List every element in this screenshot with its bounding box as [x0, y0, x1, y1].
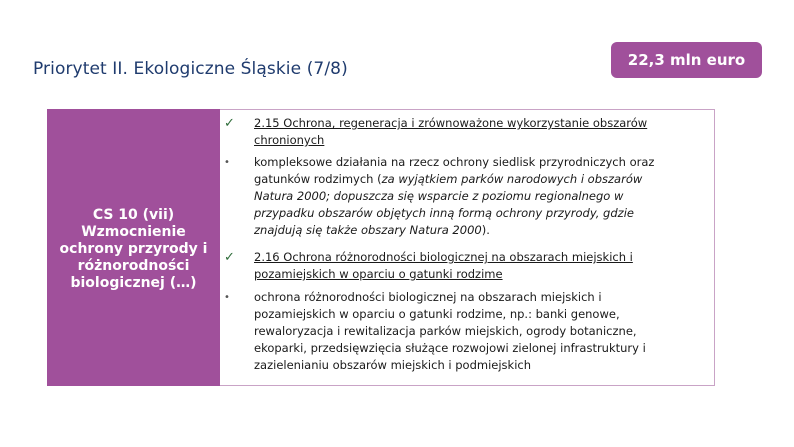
measure-2-15-text: kompleksowe działania na rzecz ochrony siedlisk przyrodniczych oraz gatunków rodzimych (: [254, 155, 655, 186]
budget-label: 22,3 mln euro: [627, 51, 746, 69]
page-title: Priorytet II. Ekologiczne Śląskie (7/8): [33, 59, 348, 79]
bullet-icon: •: [224, 157, 230, 168]
measure-2-16-heading: 2.16 Ochrona różnorodności biologicznej na obszarach miejskich i pozamiejskich w oparciu o gatunki rodzime: [254, 250, 633, 281]
measure-2-16-description: ochrona różnorodności biologicznej na obszarach miejskich i pozamiejskich w oparciu o gatunki rodzime, np.: banki genowe, rewaloryzacja i rewitalizacja parków miejskich, ogrody botaniczne, ekoparki, przedsięwzięcia służące rozwojowi zielonej infrastruktury i zazielenianiu obszarów miejskich i podmiejskich: [254, 290, 646, 372]
measure-2-15-exception: za wyjątkiem parków narodowych i obszarów Natura 2000; dopuszcza się wsparcie z poziomu regionalnego w przypadku obszarów objętych inną formą ochrony przyrody, gdzie znajdują się także obszary Natura 2000: [254, 172, 643, 237]
bullet-icon: •: [224, 292, 230, 303]
measure-2-15-description: [254, 154, 664, 239]
objective-panel: [47, 109, 220, 386]
budget-badge: [611, 42, 762, 78]
checkmark-icon: ✓: [224, 250, 235, 265]
measure-2-15-text-end: ).: [481, 223, 490, 237]
objective-text: CS 10 (vii) Wzmocnienie ochrony przyrody i różnorodności biologicznej (…): [59, 207, 208, 291]
checkmark-icon: ✓: [224, 116, 235, 131]
measure-2-15-heading: 2.15 Ochrona, regeneracja i zrównoważone wykorzystanie obszarów chronionych: [254, 116, 648, 147]
